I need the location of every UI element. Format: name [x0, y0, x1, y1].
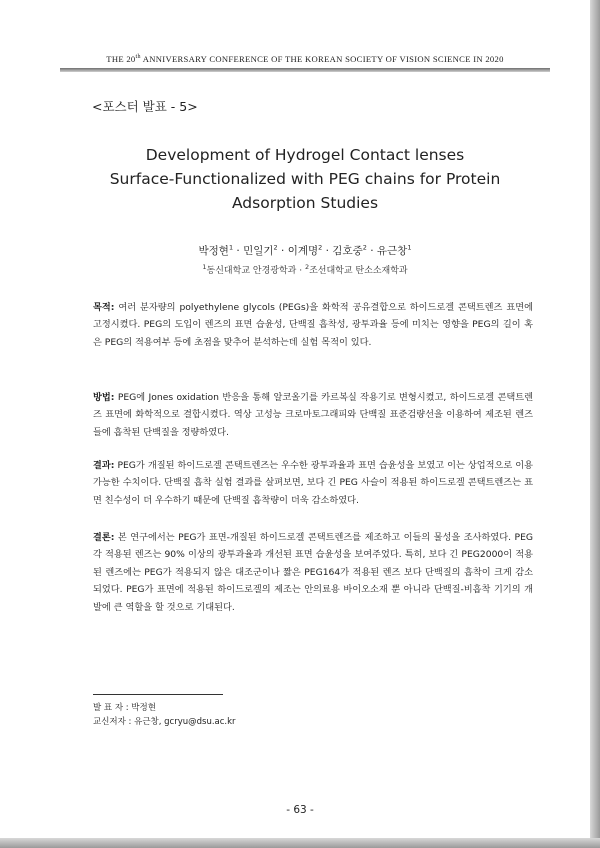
author-affiliation-mark: 2	[273, 243, 278, 252]
title-line-3: Adsorption Studies	[231, 194, 379, 212]
header-rule	[60, 68, 550, 72]
affiliation-1: 동신대학교 안경광학과	[206, 266, 297, 276]
page-shadow-bottom	[0, 838, 600, 848]
page-shadow-right	[590, 0, 600, 848]
author-separator: ·	[322, 245, 333, 257]
author-separator: ·	[277, 245, 288, 257]
section-results-text: PEG가 개질된 하이드로겔 콘택트렌즈는 우수한 광투과율과 표면 습윤성을 보였고 이는 상업적으로 이용가능한 수치이다. 단백질 흡착 실험 결과를 살펴보면, 보다 긴 PEG 사슬이 적용된 하이드로겔 콘택트렌즈는 표면 친수성이 더 우수하기 때문에 단백질 흡착량이 더욱 감소하였다.	[93, 460, 533, 506]
section-conclusion-label: 결론:	[93, 532, 115, 543]
corresponding-author-note: 교신저자 : 유근창, gcryu@dsu.ac.kr	[93, 717, 236, 727]
section-methods-label: 방법:	[93, 392, 115, 403]
footnote-rule	[93, 694, 223, 695]
section-methods-text: PEG에 Jones oxidation 반응을 통해 알코올기를 카르복실 작용기로 변형시켰고, 하이드로겔 콘택트렌즈 표면에 화학적으로 결합시켰다. 역상 고성능 크로마토그래피와 단백질 표준검량선을 이용하여 제조된 렌즈들에 흡착된 단백질을 정량하였다.	[93, 392, 533, 438]
author-name: 김호중	[332, 245, 363, 257]
page-number: - 63 -	[286, 804, 314, 816]
title-line-2: Surface-Functionalized with PEG chains for Protein	[109, 170, 501, 188]
author-name: 이계명	[287, 245, 319, 257]
section-methods	[93, 389, 533, 441]
presenter-note: 발 표 자 : 박정현	[93, 703, 156, 713]
conference-header	[60, 54, 550, 64]
author-name: 박정현	[198, 245, 229, 257]
author-separator: ·	[233, 245, 244, 257]
section-purpose-text: 여러 분자량의 polyethylene glycols (PEGs)을 화학적 공유결합으로 하이드로겔 콘택트렌즈 표면에 고정시켰다. PEG의 도입이 렌즈의 표면 습윤성, 단백질 흡착성, 광투과율 등에 미치는 영향을 PEG의 길이 혹은 PEG의 적용여부 등에 초점을 맞추어 분석하는데 실험 목적이 있다.	[93, 302, 533, 348]
author-name: 민일기	[243, 245, 274, 257]
author-affiliation-mark: 1	[407, 243, 412, 252]
section-conclusion-text: 본 연구에서는 PEG가 표면-개질된 하이드로겔 콘택트렌즈를 제조하고 이들의 물성을 조사하였다. PEG각 적용된 렌즈는 90% 이상의 광투과율과 개선된 표면 습윤성을 보여주었다. 특히, 보다 긴 PEG2000이 적용된 렌즈에는 PEG가 적용되지 않은 대조군이나 짧은 PEG164가 적용된 렌즈 보다 단백질의 흡착이 크게 감소되었다. PEG가 표면에 적용된 하이드로겔의 제조는 안의료용 바이오소재 뿐 아니라 단백질-비흡착 기기의 개발에 큰 역할을 할 것으로 기대된다.	[93, 532, 533, 613]
conference-header-post: ANNIVERSARY CONFERENCE OF THE KOREAN SOCIETY OF VISION SCIENCE IN 2020	[140, 54, 504, 64]
conference-header-pre: THE 20	[106, 54, 136, 64]
section-purpose-label: 목적:	[93, 302, 115, 313]
conference-header-sup: th	[135, 54, 141, 61]
author-affiliation-mark: 1	[228, 243, 234, 252]
poster-label: <포스터 발표 - 5>	[92, 99, 198, 114]
section-purpose	[93, 299, 533, 351]
author-name: 유근창	[376, 245, 408, 257]
author-separator: ·	[366, 245, 377, 257]
section-conclusion	[93, 529, 533, 616]
title-line-1: Development of Hydrogel Contact lenses	[145, 146, 465, 164]
affiliations	[60, 263, 550, 276]
affiliation-separator: ·	[296, 266, 305, 276]
author-affiliation-mark: 2	[318, 243, 323, 252]
section-results	[93, 457, 533, 509]
author-list	[60, 243, 550, 258]
affiliation-2-mark: 2	[304, 263, 310, 271]
affiliation-1-mark: 1	[202, 263, 207, 271]
author-affiliation-mark: 2	[362, 243, 367, 252]
section-results-label: 결과:	[93, 460, 115, 471]
affiliation-2: 조선대학교 탄소소재학과	[309, 266, 408, 276]
paper-title	[60, 143, 550, 215]
